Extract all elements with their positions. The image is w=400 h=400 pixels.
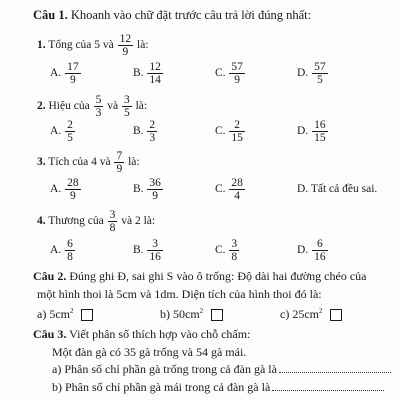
q2-text-mid: và [107, 100, 119, 113]
numerator: 6 [67, 238, 73, 250]
q4-stem [37, 209, 155, 234]
numerator: 57 [314, 61, 326, 73]
option-label: D. [297, 183, 309, 195]
cau2-b-text: b) 50cm [160, 307, 200, 321]
cau3-title: Câu 3. [33, 327, 67, 341]
q2-option-b[interactable] [133, 119, 158, 144]
q4-fraction [108, 209, 118, 234]
cau3-text: Một đàn gà có 35 gà trống và 54 gà mái. [52, 345, 247, 359]
option-label: A. [50, 67, 62, 80]
cau1-title: Câu 1. [33, 8, 68, 22]
cau3-a-blank[interactable] [279, 364, 391, 373]
denominator: 8 [109, 222, 116, 234]
cau2-text-1: Đúng ghi Đ, sai ghi S vào ô trống: Độ dài hai đường chéo của [69, 269, 367, 283]
cau2-c-checkbox[interactable] [330, 309, 342, 321]
q2-option-c[interactable] [215, 119, 246, 144]
option-label: D. [297, 67, 309, 80]
cau2-title: Câu 2. [33, 269, 67, 283]
q4-option-d[interactable] [297, 238, 329, 263]
denominator: 9 [69, 74, 76, 86]
superscript: 2 [69, 307, 74, 315]
numerator: 16 [314, 119, 326, 131]
cau3-b-blank[interactable] [272, 382, 384, 391]
q3-option-c[interactable] [215, 177, 246, 202]
q2-text: Hiệu của [48, 100, 90, 113]
numerator: 7 [116, 150, 123, 162]
denominator: 4 [234, 190, 241, 202]
option-label: A. [50, 183, 62, 196]
numerator: 28 [67, 177, 79, 189]
q4-number: 4. [37, 215, 46, 228]
denominator: 9 [116, 163, 123, 175]
option-label: C. [215, 125, 226, 138]
option-label: C. [215, 67, 226, 80]
q1-option-c[interactable] [215, 61, 246, 86]
q3-option-d[interactable] [297, 183, 377, 195]
q1-stem [37, 33, 149, 58]
option-text: Tất cả đều sai. [310, 183, 378, 195]
numerator: 12 [119, 33, 132, 45]
numerator: 12 [149, 61, 161, 73]
cau2-line1 [33, 269, 366, 284]
q1-option-b[interactable] [133, 61, 164, 86]
denominator: 14 [149, 74, 161, 86]
q2-text-after: là: [135, 100, 148, 113]
option-label: C. [215, 244, 226, 257]
q3-text: Tích của 4 và [48, 156, 111, 169]
cau2-a-text: a) 5cm [37, 307, 70, 321]
denominator: 5 [67, 132, 73, 144]
numerator: 17 [67, 61, 79, 73]
denominator: 9 [152, 190, 159, 202]
option-label: A. [50, 125, 62, 138]
denominator: 9 [234, 74, 241, 86]
q2-stem [37, 94, 147, 119]
numerator: 2 [149, 119, 156, 131]
q2-fraction-2 [122, 94, 132, 119]
denominator: 8 [231, 251, 238, 263]
denominator: 15 [231, 132, 243, 144]
denominator: 3 [149, 132, 156, 144]
q4-option-c[interactable] [215, 238, 240, 263]
q4-option-a[interactable] [50, 238, 76, 263]
superscript: 2 [318, 307, 323, 315]
numerator: 57 [231, 61, 243, 73]
option-label: B. [133, 67, 144, 80]
cau3-part-a [52, 362, 391, 377]
q1-option-d[interactable] [297, 61, 329, 86]
denominator: 9 [122, 46, 129, 58]
q2-fraction-1 [94, 94, 104, 119]
cau2-b-checkbox[interactable] [211, 309, 223, 321]
numerator: 28 [231, 177, 243, 189]
q1-option-a[interactable] [50, 61, 82, 86]
q3-fraction [114, 150, 124, 175]
denominator: 5 [123, 107, 130, 119]
q2-option-d[interactable] [297, 119, 329, 144]
denominator: 3 [95, 107, 102, 119]
cau2-a-checkbox[interactable] [81, 309, 93, 321]
q2-option-a[interactable] [50, 119, 76, 144]
option-label: A. [50, 244, 62, 257]
q3-stem [37, 150, 140, 175]
cau3-instruction: Viết phân số thích hợp vào chỗ chấm: [69, 327, 251, 341]
superscript: 2 [199, 307, 204, 315]
q3-text-after: là: [128, 156, 140, 169]
q4-option-b[interactable] [133, 238, 164, 263]
q4-text-after: và 2 là: [121, 215, 156, 228]
option-label: B. [133, 244, 144, 257]
cau2-option-c [280, 307, 342, 322]
cau1-heading [33, 8, 311, 23]
q4-text: Thương của [48, 215, 104, 228]
numerator: 3 [109, 209, 116, 221]
option-label: B. [133, 125, 144, 138]
q1-fraction [118, 33, 134, 58]
numerator: 6 [312, 238, 328, 251]
cau1-instruction: Khoanh vào chữ đặt trước câu trả lời đúng nhất: [70, 8, 312, 22]
option-label: D. [297, 244, 309, 257]
cau2-text-2: một hình thoi là 5cm và 1dm. Diện tích của hình thoi đó là: [37, 287, 322, 301]
cau3-b-text: b) Phân số chỉ phần gà mái trong cả đàn gà là [52, 380, 271, 394]
q3-number: 3. [37, 156, 46, 169]
numerator: 2 [67, 119, 73, 131]
cau3-heading [33, 327, 250, 342]
q1-text-after: là: [137, 39, 149, 52]
q1-text: Tổng của 5 và [48, 39, 114, 52]
denominator: 16 [314, 251, 326, 263]
denominator: 9 [69, 190, 76, 202]
denominator: 16 [149, 251, 161, 263]
q2-number: 2. [37, 100, 46, 113]
q1-number: 1. [37, 39, 46, 52]
numerator: 3 [123, 94, 130, 106]
cau3-part-b [52, 380, 384, 395]
q3-option-a[interactable] [50, 177, 82, 202]
option-label: D. [297, 125, 309, 138]
cau2-option-a [37, 307, 93, 322]
cau2-option-b [160, 307, 223, 322]
numerator: 3 [147, 238, 163, 251]
numerator: 5 [95, 94, 102, 106]
numerator: 3 [231, 238, 238, 250]
numerator: 2 [229, 119, 245, 132]
numerator: 36 [149, 177, 161, 189]
option-label: B. [133, 183, 144, 196]
denominator: 8 [67, 251, 73, 263]
denominator: 5 [316, 74, 323, 86]
denominator: 15 [314, 132, 326, 144]
cau3-a-text: a) Phân số chỉ phần gà trống trong cả đàn gà là [52, 362, 277, 376]
option-label: C. [215, 183, 226, 196]
cau2-c-text: c) 25cm [280, 307, 319, 321]
q3-option-b[interactable] [133, 177, 164, 202]
